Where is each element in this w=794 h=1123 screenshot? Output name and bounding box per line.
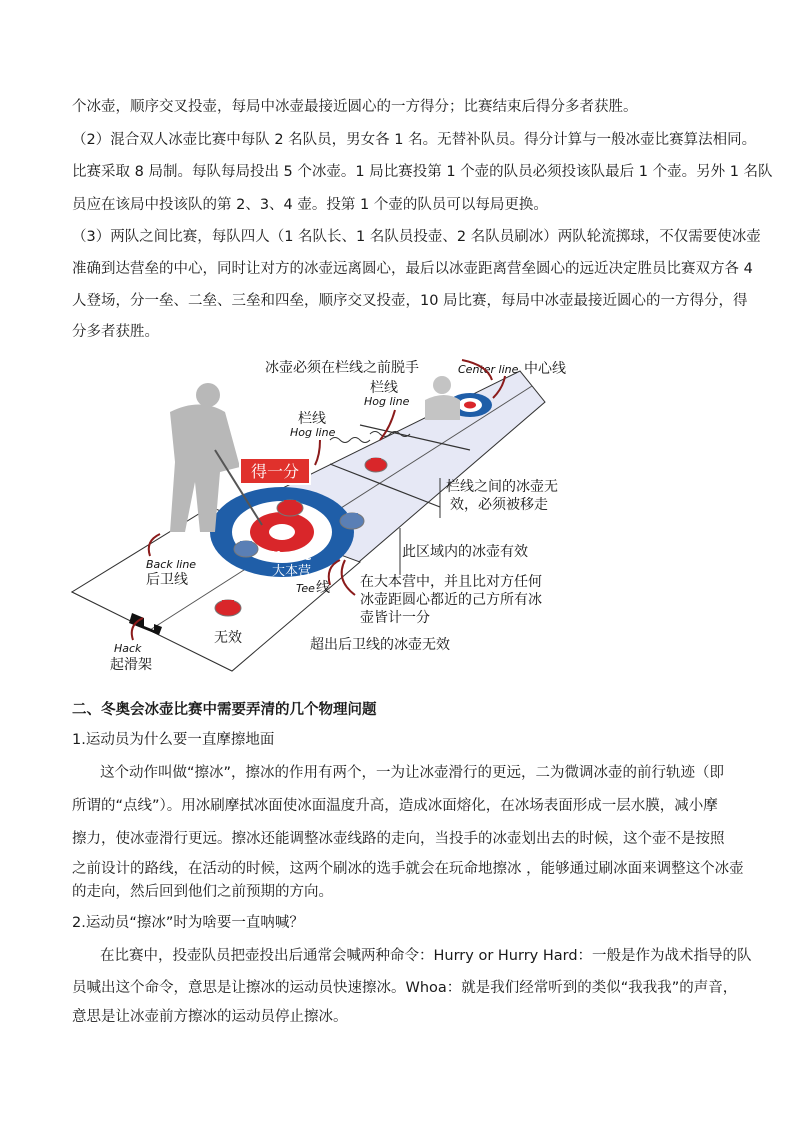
- label-in-house-3: 壶皆计一分: [360, 610, 430, 626]
- label-hog-cn-left: 栏线: [298, 411, 326, 427]
- label-release-before-hog: 冰壶必须在栏线之前脱手: [265, 360, 419, 376]
- paragraph-line: （3）两队之间比赛，每队四人（1 名队长、1 名队员投壶、2 名队员刷冰）两队轮流掷球，不仅需要使冰壶: [72, 229, 761, 245]
- stone-red: [215, 600, 241, 616]
- paragraph-line: 这个动作叫做“擦冰”，擦冰的作用有两个，一为让冰壶滑行的更远，二为微调冰壶的前行轨迹（即: [100, 765, 725, 781]
- paragraph-line: 人登场，分一垒、二垒、三垒和四垒，顺序交叉投壶，10 局比赛，每局中冰壶最接近圆心的一方得分，得: [72, 293, 748, 309]
- stone-blue: [234, 541, 258, 557]
- paragraph-line: 准确到达营垒的中心，同时让对方的冰壶远离圆心，最后以冰壶距离营垒圆心的远近决定胜员比赛双方各 4: [72, 261, 753, 277]
- label-between-hog-2: 效，必须被移走: [450, 497, 548, 513]
- label-in-house-2: 冰壶距圆心都近的己方所有冰: [360, 592, 542, 608]
- paragraph-line: 比赛采取 8 局制。每队每局投出 5 个冰壶。1 局比赛投第 1 个壶的队员必须投该队最后 1 个壶。另外 1 名队: [72, 164, 773, 180]
- paragraph-line: 个冰壶，顺序交叉投壶，每局中冰壶最接近圆心的一方得分；比赛结束后得分多者获胜。: [72, 99, 638, 115]
- label-hog-en-left: Hog line: [290, 426, 336, 439]
- stone-red: [277, 500, 303, 516]
- label-beyond-back: 超出后卫线的冰壶无效: [310, 637, 450, 653]
- score-badge-label: 得一分: [250, 462, 300, 481]
- label-hack-cn: 起滑架: [110, 657, 152, 673]
- paragraph-line: 意思是让冰壶前方擦冰的运动员停止擦冰。: [72, 1009, 348, 1025]
- label-zone-valid: 此区域内的冰壶有效: [402, 544, 528, 560]
- question-heading: 1.运动员为什么要一直摩擦地面: [72, 732, 275, 748]
- label-tee-en: Tee: [296, 582, 315, 595]
- paragraph-line: 擦力，使冰壶滑行更远。擦冰还能调整冰壶线路的走向，当投手的冰壶划出去的时候，这个壶不是按照: [72, 831, 725, 847]
- label-hack-en: Hack: [114, 642, 142, 655]
- skip-silhouette: [425, 376, 460, 420]
- label-hog-en-top: Hog line: [364, 395, 410, 408]
- paragraph-line: 在比赛中，投壶队员把壶投出后通常会喊两种命令：Hurry or Hurry Hard：一般是作为战术指导的队: [100, 948, 752, 964]
- paragraph-line: 员喊出这个命令，意思是让擦冰的运动员快速擦冰。Whoa：就是我们经常听到的类似“我我我”的声音，: [72, 980, 738, 996]
- paragraph-line: 分多者获胜。: [72, 324, 159, 340]
- paragraph-line: 的走向，然后回到他们之前预期的方向。: [72, 884, 333, 900]
- question-heading: 2.运动员“擦冰”时为啥要一直呐喊？: [72, 915, 304, 931]
- label-house-en: House: [270, 549, 313, 563]
- label-in-house-1: 在大本营中，并且比对方任何: [360, 574, 542, 590]
- stone-blue: [340, 513, 364, 529]
- label-back-en: Back line: [146, 558, 197, 571]
- paragraph-line: 员应在该局中投该队的第 2、3、4 壶。投第 1 个壶的队员可以每局更换。: [72, 197, 548, 213]
- label-back-cn: 后卫线: [146, 572, 188, 588]
- paragraph-line: （2）混合双人冰壶比赛中每队 2 名队员，男女各 1 名。无替补队员。得分计算与一般冰壶比赛算法相同。: [72, 132, 757, 148]
- label-center-en: Center line: [458, 363, 519, 376]
- section-heading: 二、冬奥会冰壶比赛中需要弄清的几个物理问题: [72, 702, 377, 718]
- label-house-cn: 大本营: [272, 564, 312, 579]
- label-hog-cn-top: 栏线: [370, 380, 398, 396]
- label-center-cn: 中心线: [524, 361, 566, 377]
- label-invalid: 无效: [214, 630, 242, 646]
- paragraph-line: 之前设计的路线，在活动的时候，这两个刷冰的选手就会在玩命地擦冰 ，能够通过刷冰面来调整这个冰壶: [72, 861, 744, 877]
- label-tee-cn: 线: [316, 580, 330, 596]
- break-mark: [330, 438, 370, 443]
- label-between-hog-1: 栏线之间的冰壶无: [446, 479, 558, 495]
- paragraph-line: 所谓的“点线”）。用冰刷摩拭冰面使冰面温度升高，造成冰面熔化，在冰场表面形成一层水膜，减小摩: [72, 798, 718, 814]
- stone-red: [365, 458, 387, 472]
